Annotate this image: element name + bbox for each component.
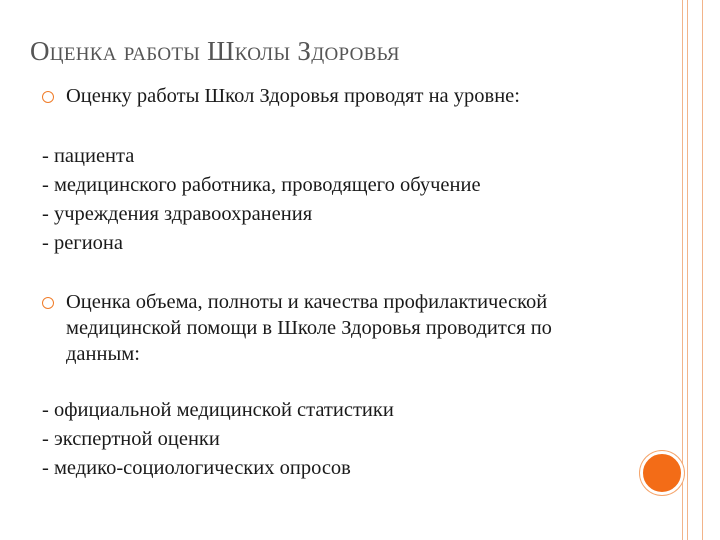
list-item: - учреждения здравоохранения (42, 203, 313, 225)
decorative-orange-circle (640, 451, 684, 495)
list-item: - медико-социологических опросов (42, 457, 351, 479)
bullet-text-line: Оценка объема, полноты и качества профилактической (66, 291, 548, 313)
slide-title: Оценка работы Школы Здоровья (30, 36, 400, 66)
bullet-text-line: данным: (66, 343, 140, 365)
decorative-rail-line (682, 0, 683, 540)
sources-list (42, 396, 394, 483)
list-item: - официальной медицинской статистики (42, 399, 394, 421)
list-item: - медицинского работника, проводящего обучение (42, 174, 481, 196)
levels-list (42, 142, 481, 258)
decorative-rail-line (687, 0, 688, 540)
bullet-text-line: медицинской помощи в Школе Здоровья проводится по (66, 317, 552, 339)
bullet-text-assessment (66, 289, 552, 367)
list-item: - региона (42, 232, 123, 254)
bullet-circle-icon (42, 91, 54, 103)
list-item: - экспертной оценки (42, 428, 220, 450)
list-item: - пациента (42, 145, 135, 167)
decorative-rail-line (702, 0, 703, 540)
bullet-circle-icon (42, 297, 54, 309)
bullet-text-levels: Оценку работы Школ Здоровья проводят на уровне: (66, 85, 520, 107)
